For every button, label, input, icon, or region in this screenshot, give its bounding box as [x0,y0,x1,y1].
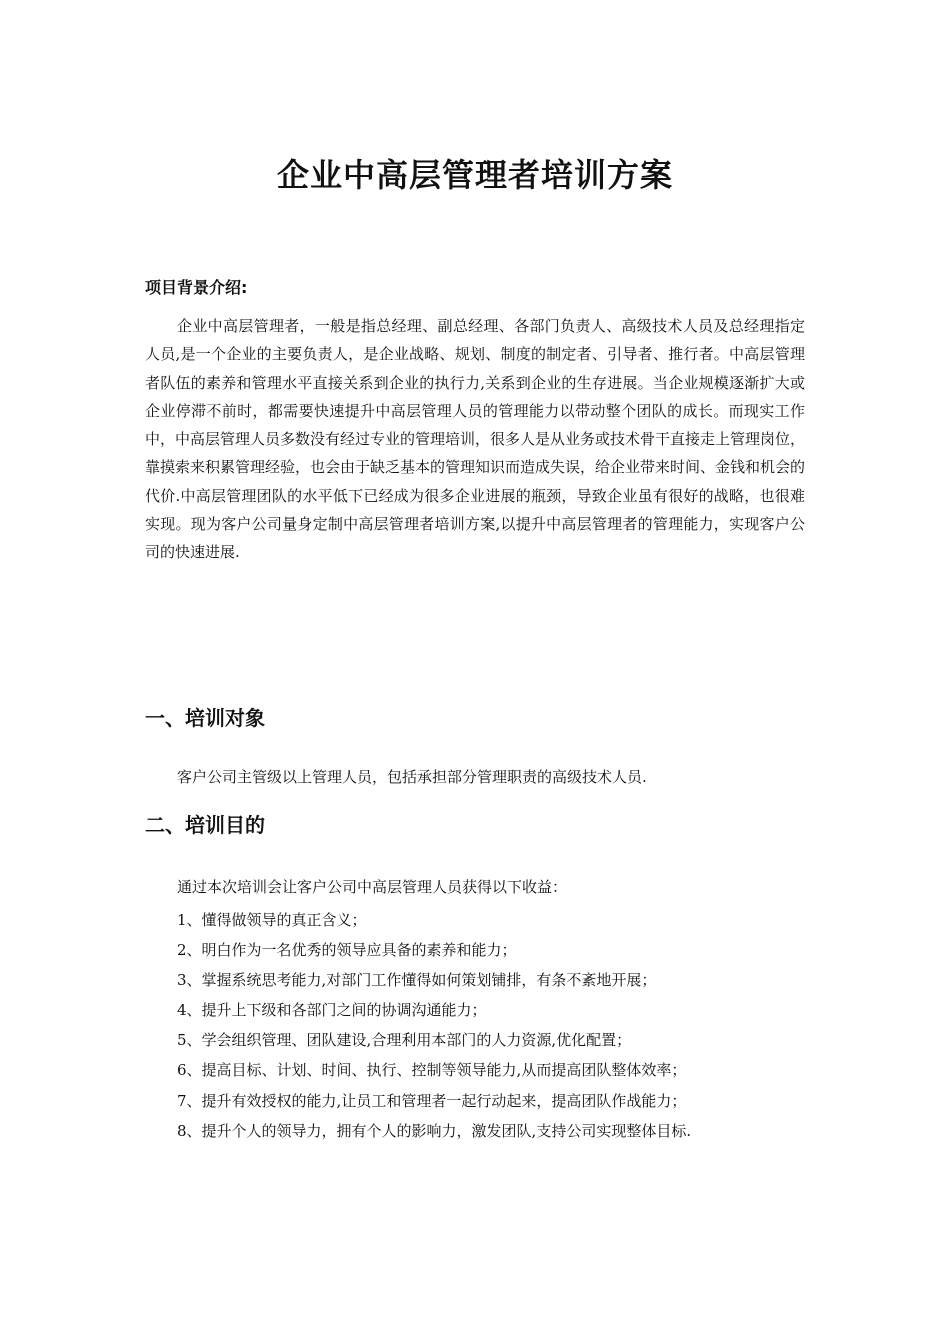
list-item: 8、提升个人的领导力，拥有个人的影响力，激发团队,支持公司实现整体目标. [177,1121,692,1140]
list-item: 5、学会组织管理、团队建设,合理利用本部门的人力资源,优化配置； [177,1031,632,1050]
list-item: 7、提升有效授权的能力,让员工和管理者一起行动起来，提高团队作战能力； [177,1091,687,1110]
list-item: 4、提升上下级和各部门之间的协调沟通能力； [177,1001,487,1020]
background-paragraph: 企业中高层管理者，一般是指总经理、副总经理、各部门负责人、高级技术人员及总经理指定人员,是一个企业的主要负责人，是企业战略、规划、制度的制定者、引导者、推行者。中高层管理者队伍的素养和管理水平直接关系到企业的执行力,关系到企业的生存进展。当企业规模逐渐扩大或企业停滞不前时，都需要快速提升中高层管理人员的管理能力以带动整个团队的成长。而现实工作中，中高层管理人员多数没有经过专业的管理培训，很多人是从业务或技术骨干直接走上管理岗位，靠摸索来积累管理经验，也会由于缺乏基本的管理知识而造成失误，给企业带来时间、金钱和机会的代价.中高层管理团队的水平低下已经成为很多企业进展的瓶颈，导致企业虽有很好的战略，也很难实现。现为客户公司量身定制中高层管理者培训方案,以提升中高层管理者的管理能力，实现客户公司的快速进展. [145,317,806,562]
background-label: 项目背景介绍: [145,278,248,297]
training-goals-intro: 通过本次培训会让客户公司中高层管理人员获得以下收益： [177,878,568,896]
training-audience-text: 客户公司主管级以上管理人员，包括承担部分管理职责的高级技术人员. [177,768,647,786]
section-heading-training-goals: 二、培训目的 [145,813,265,837]
list-item: 6、提高目标、计划、时间、执行、控制等领导能力,从而提高团队整体效率； [177,1061,687,1080]
list-item: 3、掌握系统思考能力,对部门工作懂得如何策划铺排，有条不紊地开展； [177,971,657,990]
training-goals-list [177,905,691,1146]
document-title: 企业中高层管理者培训方案 [276,156,673,194]
section-heading-training-audience: 一、培训对象 [145,706,265,730]
list-item: 2、明白作为一名优秀的领导应具备的素养和能力； [177,941,517,960]
list-item: 1、懂得做领导的真正含义； [177,911,367,929]
